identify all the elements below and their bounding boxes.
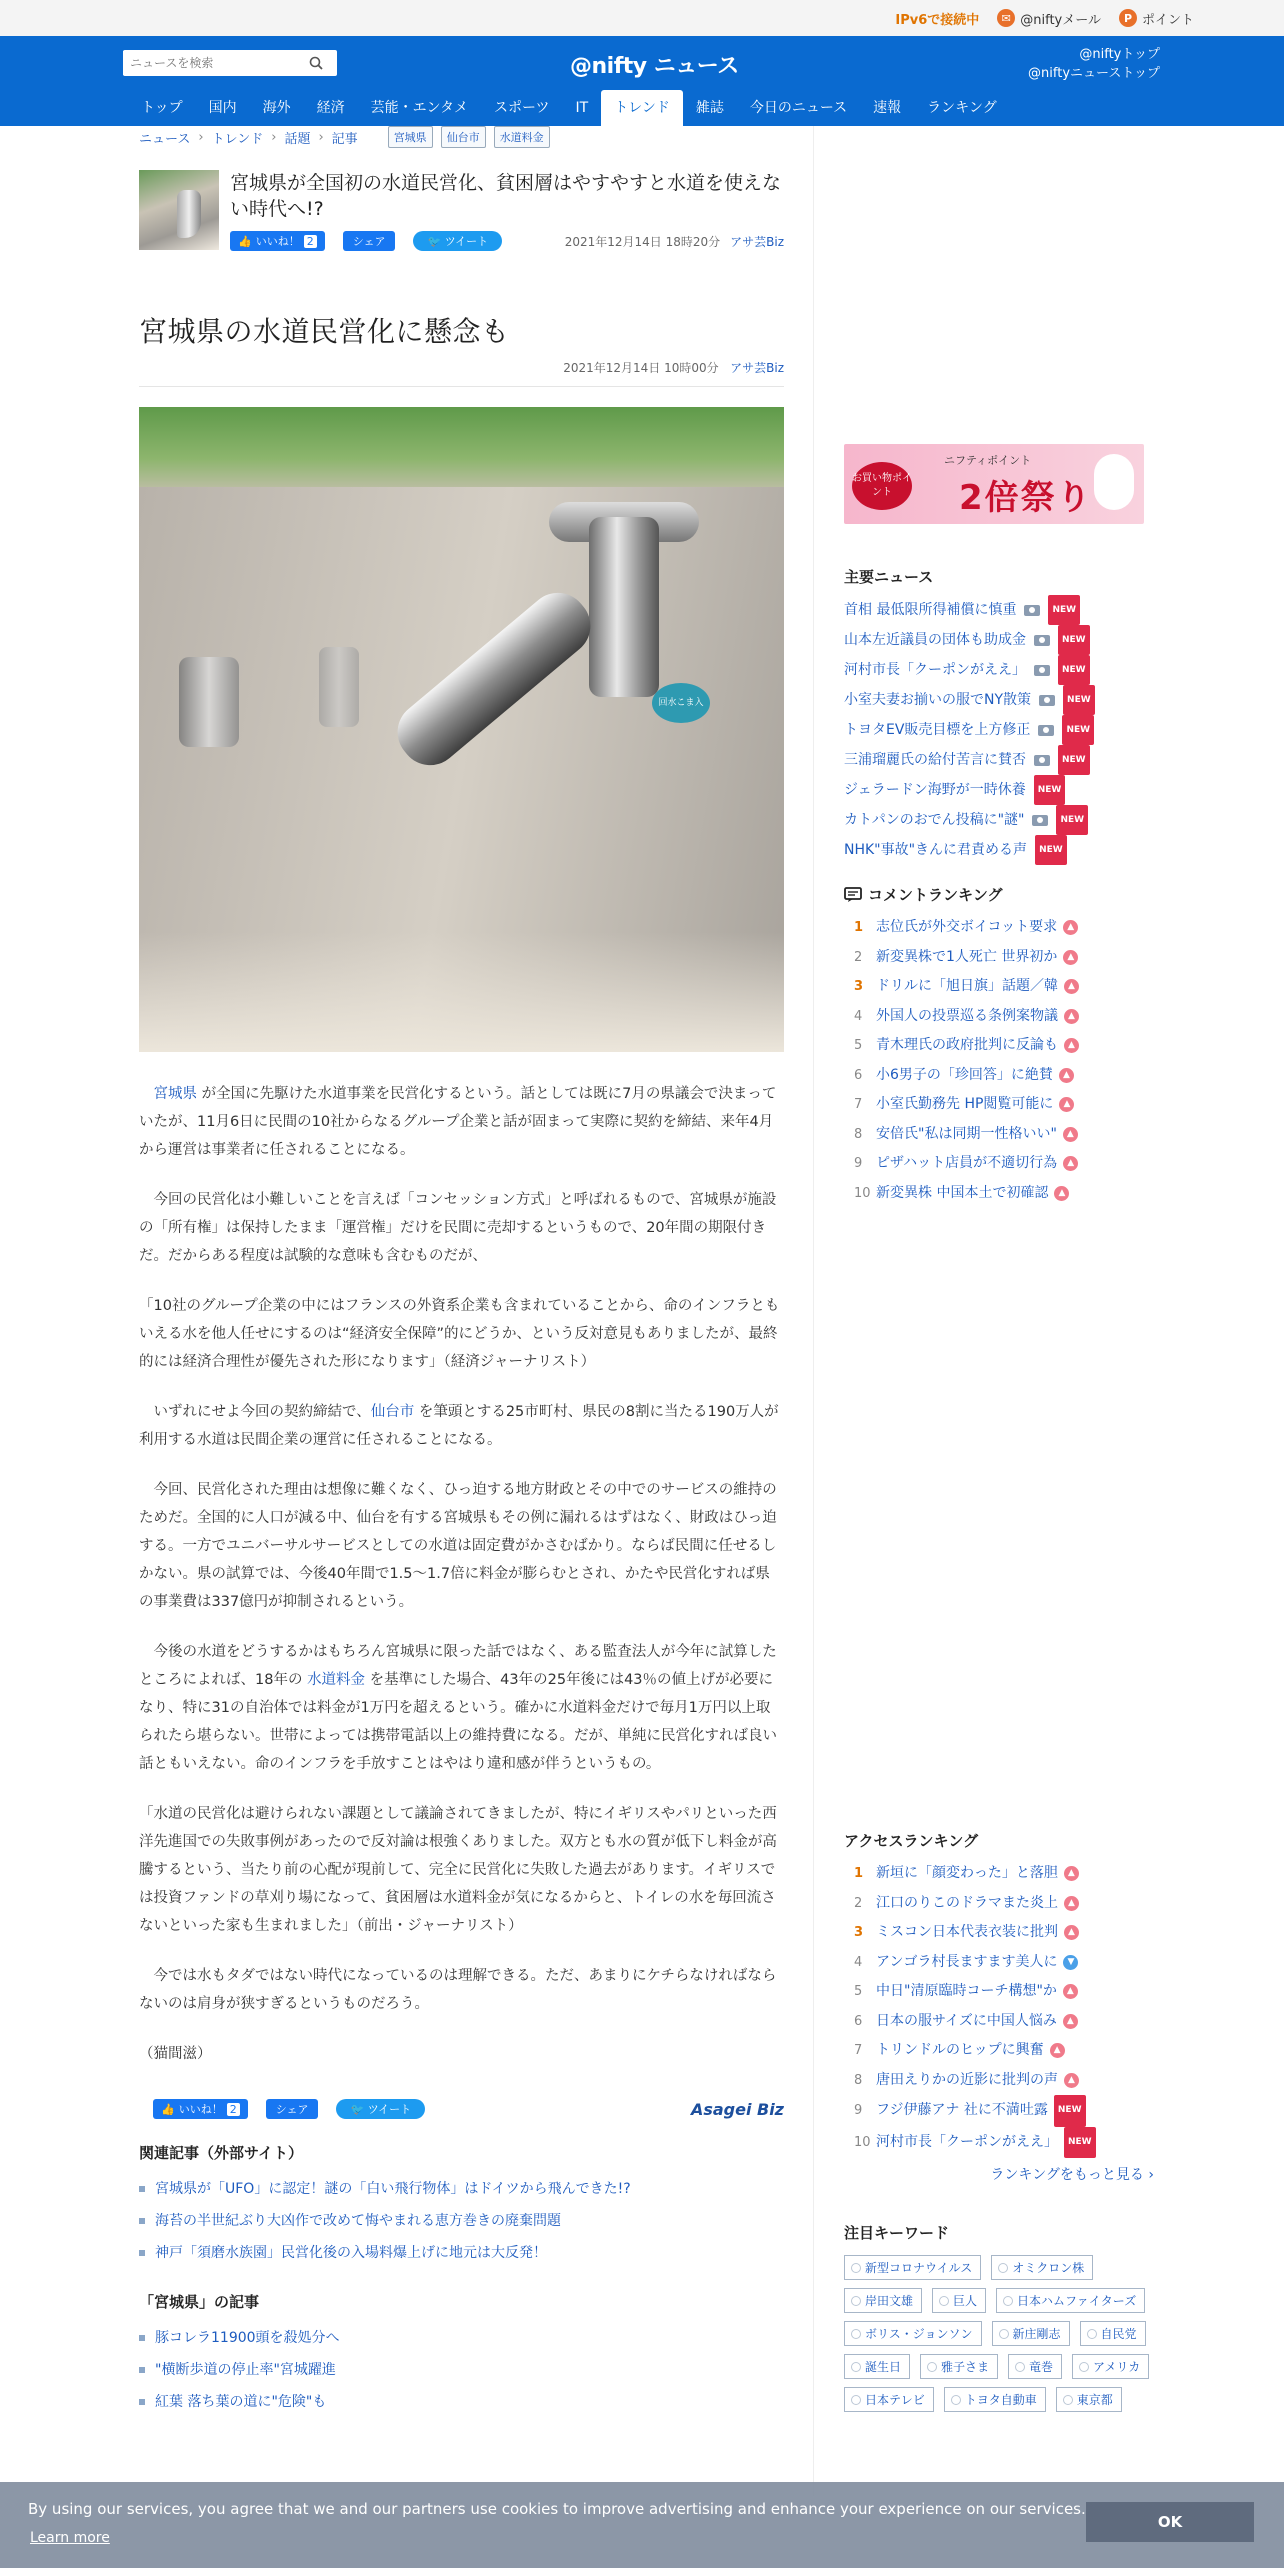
article-headline-block: [139, 170, 784, 252]
new-badge: NEW: [1064, 2127, 1096, 2159]
access-ranking-link[interactable]: 中日"清原臨時コーチ構想"か: [876, 1983, 1057, 1999]
tweet-label: ツイート: [444, 235, 489, 248]
arrow-up-icon: ▲: [1064, 1009, 1079, 1024]
rank-number: 8: [854, 1126, 863, 1142]
access-ranking-section: [844, 1830, 1174, 2184]
breadcrumb-news[interactable]: ニュース: [139, 131, 191, 147]
comment-ranking-link[interactable]: 新変異株 中国本土で初確認: [876, 1184, 1049, 1201]
list-item[interactable]: [139, 2322, 784, 2354]
main-news-item[interactable]: [844, 655, 1174, 685]
keywords-title: 注目キーワード: [844, 2224, 950, 2242]
main-news-item[interactable]: [844, 835, 1174, 865]
main-news-item[interactable]: [844, 805, 1174, 835]
chevron-right-icon: ›: [1148, 2167, 1154, 2183]
like-label: いいね！: [255, 235, 300, 248]
related-link[interactable]: 神戸「須磨水族園」民営化後の入場料爆上げに地元は大反発！: [155, 2245, 547, 2261]
arrow-up-icon: ▲: [1054, 1186, 1069, 1201]
rank-number: 2: [854, 949, 863, 965]
article-photo-faucet: [139, 407, 784, 1052]
article-date: 2021年12月14日 10時00分: [563, 361, 719, 375]
ranking-more-link[interactable]: [844, 2164, 1174, 2184]
arrow-up-icon: ▲: [1050, 2043, 1065, 2058]
arrow-up-icon: ▲: [1063, 950, 1078, 965]
arrow-up-icon: ▲: [1064, 1896, 1079, 1911]
comment-ranking-link[interactable]: 新変異株で1人死亡 世界初か: [876, 948, 1058, 965]
site-logo[interactable]: @nifty ニュース: [570, 54, 739, 79]
rank-number: 8: [854, 2072, 863, 2088]
access-ranking-link[interactable]: 日本の服サイズに中国人悩み: [876, 2012, 1057, 2029]
paragraph-text: 今では水もタダではない時代になっているのは理解できる。ただ、あまりにケチらなければならないのは肩身が狭すぎるというものだろう。: [139, 1968, 777, 2012]
nav-trend[interactable]: トレンド: [601, 90, 683, 126]
comment-ranking-item[interactable]: [844, 1149, 1174, 1179]
arrow-up-icon: ▲: [1063, 1984, 1078, 1999]
paragraph: [139, 1186, 784, 1270]
arrow-up-icon: ▲: [1063, 920, 1078, 935]
new-badge: NEW: [1062, 715, 1094, 745]
arrow-up-icon: ▲: [1064, 1866, 1079, 1881]
cookie-banner: [0, 2482, 1284, 2568]
main-news-item[interactable]: [844, 625, 1174, 655]
keyword-chip[interactable]: アメリカ: [1072, 2354, 1149, 2379]
main-news-item[interactable]: [844, 745, 1174, 775]
paragraph-text: を筆頭とする25市町村、県民の8割に当たる190万人が利用する水道は民間企業の運営に任されることになる。: [139, 1404, 779, 1448]
search-input[interactable]: [123, 51, 303, 75]
share-button[interactable]: シェア: [343, 231, 396, 251]
headline-date: 2021年12月14日 18時20分: [564, 234, 721, 249]
comment-ranking-item[interactable]: [844, 1031, 1174, 1061]
cookie-learn-more-link[interactable]: Learn more: [30, 2530, 110, 2546]
comment-ranking-item[interactable]: [844, 1090, 1174, 1120]
main-news-link[interactable]: 三浦瑠麗氏の給付苦言に賛否: [844, 752, 1026, 768]
access-ranking-item[interactable]: [844, 2127, 1174, 2159]
main-news-item[interactable]: [844, 715, 1174, 745]
nav-entertainment[interactable]: 芸能・エンタメ: [370, 100, 469, 116]
nav-top[interactable]: トップ: [141, 100, 183, 116]
access-ranking-item[interactable]: [844, 2066, 1174, 2096]
paragraph-text: いずれにせよ今回の契約締結で、: [153, 1404, 371, 1420]
access-ranking-item[interactable]: [844, 1889, 1174, 1919]
rank-number: 1: [854, 1866, 864, 1881]
point-campaign-banner[interactable]: [844, 444, 1144, 524]
breadcrumb-trend[interactable]: トレンド: [211, 131, 264, 147]
access-ranking-item[interactable]: [844, 1977, 1174, 2007]
access-ranking-link[interactable]: フジ伊藤アナ 社に不満吐露: [876, 2102, 1048, 2118]
pref-articles-title: 「宮城県」の記事: [139, 2293, 260, 2311]
access-ranking-link[interactable]: ミスコン日本代表衣装に批判: [876, 1924, 1058, 1940]
camera-icon: [1032, 815, 1048, 826]
comment-ranking-title: コメントランキング: [868, 886, 1003, 904]
comment-ranking-link[interactable]: 安倍氏"私は同期一性格いい": [876, 1125, 1057, 1142]
twitter-icon: 🐦: [427, 235, 442, 248]
keyword-chip[interactable]: 誕生日: [844, 2354, 910, 2379]
article-thumbnail: [139, 170, 219, 250]
pref-articles-list: [139, 2322, 784, 2418]
arrow-down-icon: ▼: [1063, 1955, 1078, 1970]
nifty-mail-link[interactable]: [997, 9, 1101, 28]
article-title: 宮城県の水道民営化に懸念も: [139, 315, 510, 348]
paragraph: [139, 1080, 784, 1164]
arrow-up-icon: ▲: [1064, 979, 1079, 994]
main-news-title: 主要ニュース: [844, 568, 934, 586]
ranking-more-label: ランキングをもっと見る: [990, 2167, 1144, 2183]
camera-icon: [1038, 725, 1054, 736]
rank-number: 2: [854, 1895, 863, 1911]
like-count: 2: [304, 235, 317, 248]
rank-number: 1: [854, 920, 864, 935]
access-ranking-item[interactable]: [844, 2095, 1174, 2127]
comment-ranking-item[interactable]: [844, 1120, 1174, 1150]
paragraph-text: 「10社のグループ企業の中にはフランスの外資系企業も含まれていることから、命のインフラともいえる水を他人任せにするのは“経済安全保障”的にどうか、という反対意見もありましたが、最終的には経済合理性が優先された形になります」（経済ジャーナリスト）: [139, 1298, 780, 1370]
ipv6-status: IPv6で接続中: [895, 12, 980, 28]
banner-badge: お買い物ポイント: [852, 462, 912, 510]
headline-meta: [565, 233, 784, 250]
tweet-button-bottom[interactable]: [336, 2099, 425, 2119]
like-button-bottom[interactable]: [153, 2099, 248, 2119]
main-news-link[interactable]: 小室夫妻お揃いの服でNY散策: [844, 692, 1032, 708]
keywords-list: [844, 2255, 1164, 2412]
list-item[interactable]: [139, 2386, 784, 2418]
rank-number: 5: [854, 1984, 863, 1999]
mail-icon: ✉: [997, 9, 1015, 27]
publisher-logo[interactable]: Asagei Biz: [690, 2099, 784, 2119]
list-item[interactable]: [139, 2354, 784, 2386]
comment-ranking-link[interactable]: 小室氏勤務先 HP閲覧可能に: [876, 1096, 1054, 1112]
tag-water-fee[interactable]: 水道料金: [494, 126, 550, 148]
search-icon[interactable]: [303, 50, 329, 76]
new-badge: NEW: [1063, 685, 1095, 715]
comment-ranking-link[interactable]: 外国人の投票巡る条例案物議: [876, 1007, 1058, 1024]
point-icon: P: [1119, 9, 1137, 27]
keyword-sendai-link[interactable]: 仙台市: [370, 1404, 415, 1420]
rank-number: 9: [854, 2103, 863, 2118]
related-list: [139, 2173, 784, 2269]
camera-icon: [1034, 755, 1050, 766]
keyword-chip[interactable]: 東京都: [1056, 2387, 1122, 2412]
photo-faucet-mid: [319, 647, 359, 727]
twitter-icon: 🐦: [350, 2103, 365, 2116]
access-ranking-item[interactable]: [844, 1918, 1174, 1948]
breadcrumb-topic[interactable]: 話題: [284, 131, 311, 147]
new-badge: NEW: [1035, 835, 1067, 865]
nav-ranking[interactable]: ランキング: [927, 100, 997, 116]
main-news-link[interactable]: トヨタEV販売目標を上方修正: [844, 722, 1031, 738]
access-ranking-link[interactable]: 江口のりこのドラマまた炎上: [876, 1894, 1058, 1911]
nifty-news-top-link[interactable]: @niftyニューストップ: [1028, 66, 1160, 81]
article-body: [139, 1080, 784, 2068]
access-ranking-link[interactable]: トリンドルのヒップに興奮: [876, 2042, 1044, 2058]
like-count: 2: [227, 2103, 240, 2116]
comment-ranking-item[interactable]: [844, 972, 1174, 1002]
keyword-chip[interactable]: 竜巻: [1008, 2354, 1062, 2379]
chevron-right-icon: ›: [198, 129, 204, 145]
new-badge: NEW: [1056, 805, 1088, 835]
header-links: [1028, 45, 1160, 83]
keyword-miyagi-link[interactable]: 宮城県: [153, 1086, 197, 1102]
access-ranking-title: アクセスランキング: [844, 1832, 979, 1850]
paragraph-text: 今後の水道をどうするかはもちろん宮城県に限った話ではなく、ある監査法人が今年に試算したところによれば、18年の: [139, 1644, 777, 1688]
keyword-chip[interactable]: オミクロン株: [991, 2255, 1093, 2280]
nav-magazine[interactable]: 雑誌: [695, 100, 724, 116]
rank-number: 4: [854, 1954, 863, 1970]
rank-number: 9: [854, 1156, 863, 1171]
arrow-up-icon: ▲: [1064, 2073, 1079, 2088]
comment-icon: [844, 887, 862, 903]
related-title: 関連記事（外部サイト）: [139, 2144, 303, 2162]
comment-ranking-item[interactable]: [844, 913, 1174, 943]
keyword-chip[interactable]: ボリス・ジョンソン: [844, 2321, 982, 2346]
access-ranking-item[interactable]: [844, 2007, 1174, 2037]
access-ranking-item[interactable]: [844, 1859, 1174, 1889]
like-label: いいね！: [178, 2103, 223, 2116]
headline-source-link[interactable]: アサ芸Biz: [730, 234, 784, 249]
banner-sheep-mascot: [1094, 454, 1134, 510]
keyword-chip[interactable]: トヨタ自動車: [944, 2387, 1046, 2412]
keyword-water-fee-link[interactable]: 水道料金: [307, 1672, 366, 1688]
cookie-text: By using our services, you agree that we and our partners use cookies to improve advertising and enhance your experience on our services.: [28, 2500, 1086, 2518]
main-news-link[interactable]: カトパンのおでん投稿に"謎": [844, 812, 1025, 828]
comment-ranking-item[interactable]: [844, 943, 1174, 973]
new-badge: NEW: [1054, 2095, 1086, 2127]
paragraph-text: 今回の民営化は小難しいことを言えば「コンセッション方式」と呼ばれるもので、宮城県が施設の「所有権」は保持したまま「運営権」だけを民間に売却するというもので、20年間の期限付きだ。だからある程度は試験的な意味も含むものだが、: [139, 1192, 777, 1264]
main-news-item[interactable]: [844, 775, 1174, 805]
access-ranking-link[interactable]: 唐田えりかの近影に批判の声: [876, 2071, 1058, 2088]
new-badge: NEW: [1058, 655, 1090, 685]
thumbs-up-icon: 👍: [161, 2102, 175, 2116]
rank-number: 7: [854, 1097, 863, 1112]
keyword-chip[interactable]: 日本テレビ: [844, 2387, 934, 2412]
list-item[interactable]: [139, 2237, 784, 2269]
site-header: [0, 36, 1284, 126]
pref-article-link[interactable]: 紅葉 落ち葉の道に"危険"も: [155, 2394, 327, 2410]
camera-icon: [1034, 665, 1050, 676]
comment-ranking-list: [844, 913, 1174, 1208]
main-news-link[interactable]: 河村市長「クーポンがええ」: [844, 662, 1026, 678]
nav-overseas[interactable]: 海外: [262, 100, 291, 116]
main-news-link[interactable]: 山本左近議員の団体も助成金: [844, 632, 1026, 648]
photo-floor: [139, 932, 784, 1052]
nifty-mail-label: @niftyメール: [1020, 12, 1101, 28]
rank-number: 7: [854, 2043, 863, 2058]
nav-sports[interactable]: スポーツ: [494, 100, 550, 116]
comment-ranking-item[interactable]: [844, 1002, 1174, 1032]
photo-faucet-tag: 回水こま入: [652, 683, 710, 723]
rank-number: 10: [854, 2134, 871, 2150]
comment-ranking-link[interactable]: ピザハット店員が不適切行為: [876, 1155, 1058, 1171]
keyword-chip[interactable]: 日本ハムファイターズ: [996, 2288, 1145, 2313]
list-item[interactable]: [139, 2205, 784, 2237]
keyword-chip[interactable]: 新型コロナウイルス: [844, 2255, 981, 2280]
new-badge: NEW: [1058, 625, 1090, 655]
rank-number: 4: [854, 1008, 863, 1024]
nifty-top-link[interactable]: @niftyトップ: [1079, 47, 1160, 62]
paragraph: [139, 1476, 784, 1616]
keyword-chip[interactable]: 岸田文雄: [844, 2288, 922, 2313]
arrow-up-icon: ▲: [1063, 1156, 1078, 1171]
pref-article-link[interactable]: "横断歩道の停止率"宮城躍進: [155, 2362, 336, 2378]
headline-title: 宮城県が全国初の水道民営化、貧困層はやすやすと水道を使えない時代へ!?: [230, 172, 782, 220]
new-badge: NEW: [1034, 775, 1066, 805]
comment-ranking-link[interactable]: ドリルに「旭日旗」話題／韓: [876, 978, 1058, 994]
related-link[interactable]: 宮城県が「UFO」に認定！謎の「白い飛行物体」はドイツから飛んできた!?: [155, 2181, 631, 2197]
chevron-right-icon: ›: [318, 129, 324, 145]
nav-domestic[interactable]: 国内: [208, 100, 237, 116]
comment-ranking-link[interactable]: 小6男子の「珍回答」に絶賛: [876, 1066, 1053, 1083]
comment-ranking-link[interactable]: 青木理氏の政府批判に反論も: [876, 1037, 1058, 1053]
search-box: [123, 50, 337, 76]
related-link[interactable]: 海苔の半世紀ぶり大凶作で改めて悔やまれる恵方巻きの廃棄問題: [155, 2213, 561, 2229]
banner-line2: 2倍祭り: [959, 478, 1093, 518]
column-divider: [813, 126, 814, 2496]
arrow-up-icon: ▲: [1059, 1068, 1074, 1083]
point-label: ポイント: [1141, 12, 1194, 28]
article-meta: [139, 359, 784, 387]
rank-number: 6: [854, 1067, 863, 1083]
tweet-button[interactable]: [413, 231, 502, 251]
main-nav: [128, 90, 1010, 126]
camera-icon: [1024, 605, 1040, 616]
arrow-up-icon: ▲: [1064, 1925, 1079, 1940]
pref-article-link[interactable]: 豚コレラ11900頭を殺処分へ: [155, 2330, 340, 2346]
keywords-section: [844, 2222, 1174, 2412]
nav-economy[interactable]: 経済: [316, 100, 345, 116]
main-news-link[interactable]: ジェラードン海野が一時休養: [844, 782, 1026, 798]
main-news-link[interactable]: 首相 最低限所得補償に慎重: [844, 602, 1017, 618]
main-news-section: [844, 566, 1174, 865]
access-ranking-link[interactable]: アンゴラ村長ますます美人に: [876, 1953, 1058, 1970]
point-link[interactable]: [1119, 9, 1194, 28]
arrow-up-icon: ▲: [1063, 1127, 1078, 1142]
paragraph-text: 今回、民営化された理由は想像に難くなく、ひっ迫する地方財政とその中でのサービスの維持のためだ。全国的に人口が減る中、仙台を有する宮城県もその例に漏れるはずはなく、財政はひっ迫する。一方でユニバーサルサービスとしての水道は固定費がかさむばかり。ならば民間に任せるしかない。県の試算では、今後40年間で1.5～1.7倍に料金が膨らむとされ、かたや民営化すれば県の事業費は337億円が抑制されるという。: [139, 1482, 777, 1610]
paragraph: [139, 1398, 784, 1454]
nav-breaking[interactable]: 速報: [873, 100, 902, 116]
rank-number: 5: [854, 1038, 863, 1053]
paragraph: [139, 1292, 784, 1376]
main-news-item[interactable]: [844, 595, 1174, 625]
rank-number: 10: [854, 1185, 871, 1201]
nav-today[interactable]: 今日のニュース: [749, 100, 848, 116]
keyword-chip[interactable]: 巨人: [932, 2288, 986, 2313]
keyword-chip[interactable]: 自民党: [1080, 2321, 1146, 2346]
thumbs-up-icon: 👍: [238, 234, 252, 248]
share-row-bottom: [139, 2098, 784, 2120]
author: （猫間滋）: [139, 2046, 212, 2062]
arrow-up-icon: ▲: [1059, 1097, 1074, 1112]
keyword-chip[interactable]: 雅子さま: [920, 2354, 998, 2379]
comment-ranking-item[interactable]: [844, 1179, 1174, 1209]
comment-ranking-link[interactable]: 志位氏が外交ボイコット要求: [876, 919, 1058, 935]
rank-number: 3: [854, 1925, 864, 1940]
chevron-right-icon: ›: [271, 129, 277, 145]
keyword-chip[interactable]: 新庄剛志: [992, 2321, 1070, 2346]
rank-number: 3: [854, 979, 864, 994]
rank-number: 6: [854, 2013, 863, 2029]
access-ranking-list: [844, 1859, 1174, 2158]
breadcrumb: [139, 126, 784, 148]
arrow-up-icon: ▲: [1063, 2014, 1078, 2029]
access-ranking-link[interactable]: 新垣に「顔変わった」と落胆: [876, 1865, 1058, 1881]
breadcrumb-article[interactable]: 記事: [331, 131, 358, 147]
main-news-item[interactable]: [844, 685, 1174, 715]
camera-icon: [1039, 695, 1055, 706]
list-item[interactable]: [139, 2173, 784, 2205]
arrow-up-icon: ▲: [1064, 1038, 1079, 1053]
photo-faucet-body: [589, 517, 659, 697]
main-news-link[interactable]: NHK"事故"きんに君責める声: [844, 842, 1028, 858]
tweet-label: ツイート: [367, 2103, 412, 2116]
share-button-bottom[interactable]: シェア: [266, 2099, 319, 2119]
share-row: [230, 230, 784, 252]
cookie-ok-button[interactable]: OK: [1086, 2502, 1254, 2542]
paragraph-text: 「水道の民営化は避けられない課題として議論されてきましたが、特にイギリスやパリといった西洋先進国での失敗事例があったので反対論は根強くありました。双方とも水の質が低下し料金が高騰するという、当たり前の心配が現前して、完全に民営化に失敗した過去があります。イギリスでは投資ファンドの草刈り場になって、貧困層は水道料金が気になるからと、トイレの水を毎回流さないといった家も生まれました」（前出・ジャーナリスト）: [139, 1806, 777, 1934]
paragraph: [139, 1962, 784, 2018]
paragraph: [139, 1800, 784, 1940]
paragraph-text: が全国に先駆けた水道事業を民営化するという。話としては既に7月の県議会で決まっていたが、11月6日に民間の10社からなるグループ企業と話が固まって実際に契約を締結、来年4月から運営は事業者に任されることになる。: [139, 1086, 777, 1158]
banner-line1: ニフティポイント: [944, 454, 1032, 467]
new-badge: NEW: [1048, 595, 1080, 625]
comment-ranking-header: [844, 884, 1174, 905]
access-ranking-item[interactable]: [844, 1948, 1174, 1978]
like-button[interactable]: [230, 231, 325, 251]
photo-faucet-far: [179, 657, 239, 747]
access-ranking-item[interactable]: [844, 2036, 1174, 2066]
main-column: [139, 126, 784, 2418]
access-ranking-link[interactable]: 河村市長「クーポンがええ」: [876, 2133, 1058, 2150]
paragraph-text: を基準にした場合、43年の25年後には43％の値上げが必要になり、特に31の自治体では料金が1万円を超えるという。確かに水道料金だけで毎月1万円以上取られたら堪らない。世帯によっては携帯電話以上の維持費になる。だが、単純に民営化すれば良い話ともいえない。命のインフラを手放すことはやはり違和感が伴うというもの。: [139, 1672, 777, 1772]
paragraph: [139, 1638, 784, 1778]
comment-ranking-item[interactable]: [844, 1061, 1174, 1091]
new-badge: NEW: [1058, 745, 1090, 775]
tag-miyagi[interactable]: 宮城県: [388, 126, 433, 148]
nav-it[interactable]: IT: [575, 100, 589, 116]
article-source-link[interactable]: アサ芸Biz: [730, 361, 784, 375]
main-news-list: [844, 595, 1174, 865]
camera-icon: [1034, 635, 1050, 646]
tag-sendai[interactable]: 仙台市: [441, 126, 486, 148]
comment-ranking-section: [844, 884, 1174, 1208]
utility-bar: [0, 0, 1284, 36]
